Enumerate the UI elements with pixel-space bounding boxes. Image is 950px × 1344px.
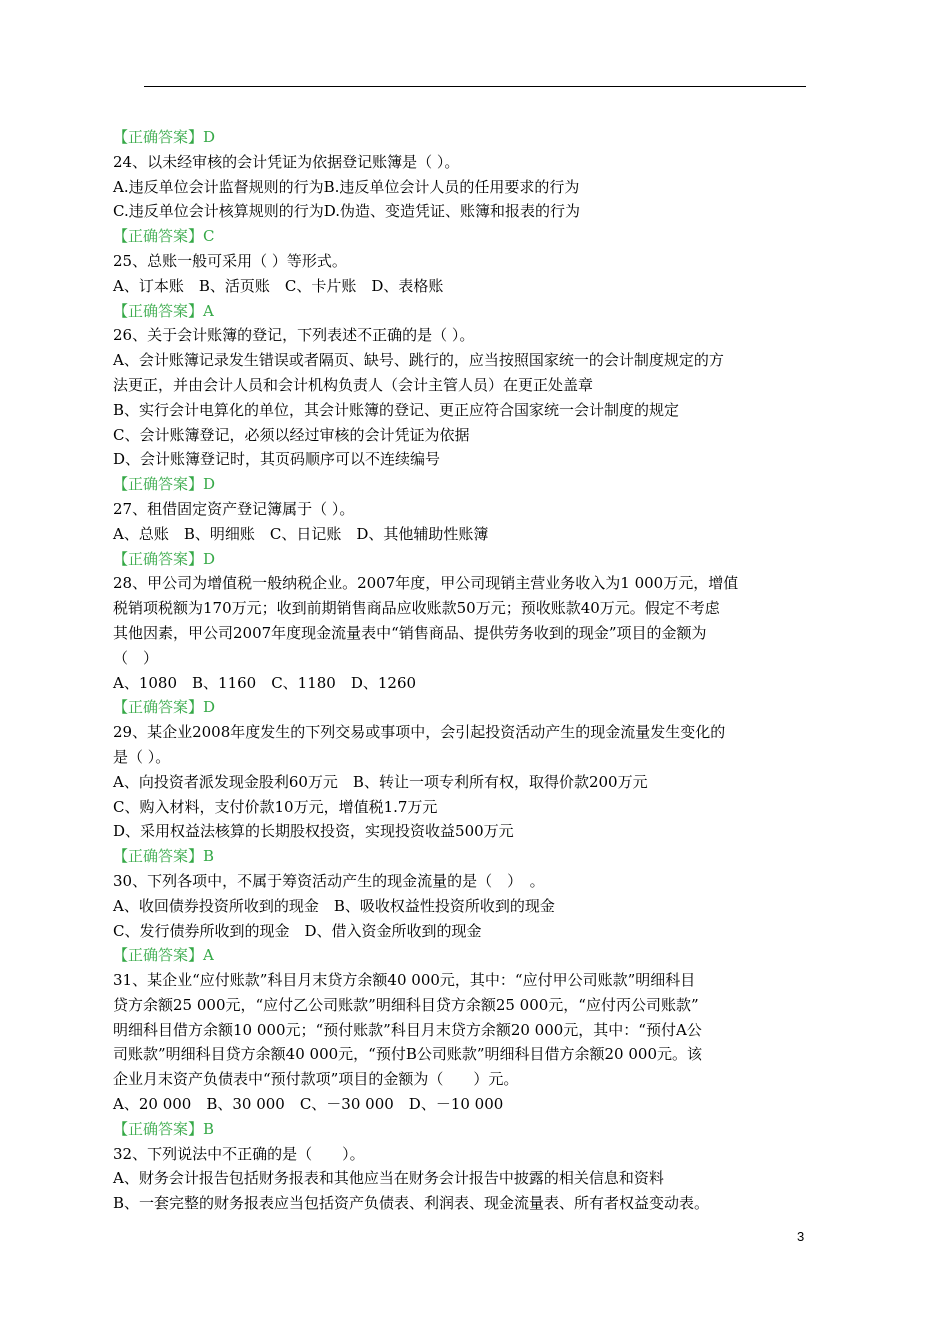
text-line: 司账款”明细科目贷方余额40 000元，“预付B公司账款”明细科目借方余额20 000元。该 (113, 1045, 703, 1064)
text-line: A、财务会计报告包括财务报表和其他应当在财务会计报告中披露的相关信息和资料 (113, 1169, 664, 1188)
text-line: A.违反单位会计监督规则的行为B.违反单位会计人员的任用要求的行为 (113, 177, 580, 196)
header-rule (144, 86, 806, 87)
text-line: C、购入材料，支付价款10万元，增值税1.7万元 (113, 797, 438, 816)
text-line: 税销项税额为170万元；收到前期销售商品应收账款50万元；预收账款40万元。假定不考虑 (113, 599, 720, 618)
text-line: 明细科目借方余额10 000元；“预付账款”科目月末贷方余额20 000元，其中：“预付A公 (113, 1020, 702, 1039)
text-line: C、发行债券所收到的现金 D、借入资金所收到的现金 (113, 921, 482, 940)
answer-line: 【正确答案】D (113, 128, 216, 146)
text-line: 法更正，并由会计人员和会计机构负责人（会计主管人员）在更正处盖章 (113, 375, 594, 394)
text-line: A、向投资者派发现金股利60万元 B、转让一项专利所有权，取得价款200万元 (113, 772, 648, 791)
text-line: 其他因素，甲公司2007年度现金流量表中“销售商品、提供劳务收到的现金”项目的金额为 (113, 623, 707, 642)
answer-line: 【正确答案】C (113, 227, 215, 246)
answer-line: 【正确答案】B (113, 1119, 215, 1138)
text-line: 贷方余额25 000元，“应付乙公司账款”明细科目贷方余额25 000元，“应付丙公司账款” (113, 995, 699, 1014)
answer-line: 【正确答案】D (113, 549, 216, 568)
text-line: （ ） (113, 648, 159, 667)
text-line: 25、总账一般可采用（ ）等形式。 (113, 251, 347, 270)
text-line: 是（ ）。 (113, 747, 171, 766)
text-line: 26、关于会计账簿的登记，下列表述不正确的是（ ）。 (113, 326, 475, 345)
text-line: B、一套完整的财务报表应当包括资产负债表、利润表、现金流量表、所有者权益变动表。 (113, 1194, 710, 1213)
text-line: 27、租借固定资产登记簿属于（ ）。 (113, 499, 355, 518)
answer-line: 【正确答案】D (113, 698, 216, 717)
text-line: D、会计账簿登记时，其页码顺序可以不连续编号 (113, 450, 441, 469)
text-line: C、会计账簿登记，必须以经过审核的会计凭证为依据 (113, 425, 470, 444)
answer-line: 【正确答案】A (113, 946, 214, 965)
text-line: A、收回债券投资所收到的现金 B、吸收权益性投资所收到的现金 (113, 896, 555, 915)
text-line: C.违反单位会计核算规则的行为D.伪造、变造凭证、账簿和报表的行为 (113, 202, 580, 221)
text-line: 31、某企业“应付账款”科目月末贷方余额40 000元，其中：“应付甲公司账款”明细科目 (113, 971, 696, 990)
document-body (113, 125, 813, 1216)
text-line: D、采用权益法核算的长期股权投资，实现投资收益500万元 (113, 822, 514, 841)
text-line: A、会计账簿记录发生错误或者隔页、缺号、跳行的，应当按照国家统一的会计制度规定的方 (113, 351, 724, 370)
text-line: 企业月末资产负债表中“预付款项”项目的金额为（ ）元。 (113, 1070, 519, 1089)
text-line: 29、某企业2008年度发生的下列交易或事项中，会引起投资活动产生的现金流量发生变化的 (113, 723, 726, 742)
text-line: 32、下列说法中不正确的是（ ）。 (113, 1144, 365, 1163)
text-line: A、总账 B、明细账 C、日记账 D、其他辅助性账簿 (113, 524, 489, 543)
text-line: A、1080 B、1160 C、1180 D、1260 (113, 673, 417, 692)
text-line: A、订本账 B、活页账 C、卡片账 D、表格账 (113, 276, 444, 295)
answer-line: 【正确答案】D (113, 475, 216, 494)
text-line: A、20 000 B、30 000 C、－30 000 D、－10 000 (113, 1095, 504, 1114)
text-line: 28、甲公司为增值税一般纳税企业。2007年度，甲公司现销主营业务收入为1 000万元，增值 (113, 574, 739, 593)
answer-line: 【正确答案】B (113, 847, 215, 866)
text-line: B、实行会计电算化的单位，其会计账簿的登记、更正应符合国家统一会计制度的规定 (113, 400, 680, 419)
text-line: 24、以未经审核的会计凭证为依据登记账簿是（ ）。 (113, 152, 460, 171)
page-number: 3 (797, 1229, 805, 1244)
text-line: 30、下列各项中，不属于筹资活动产生的现金流量的是（ ） 。 (113, 871, 545, 890)
answer-line: 【正确答案】A (113, 301, 214, 320)
